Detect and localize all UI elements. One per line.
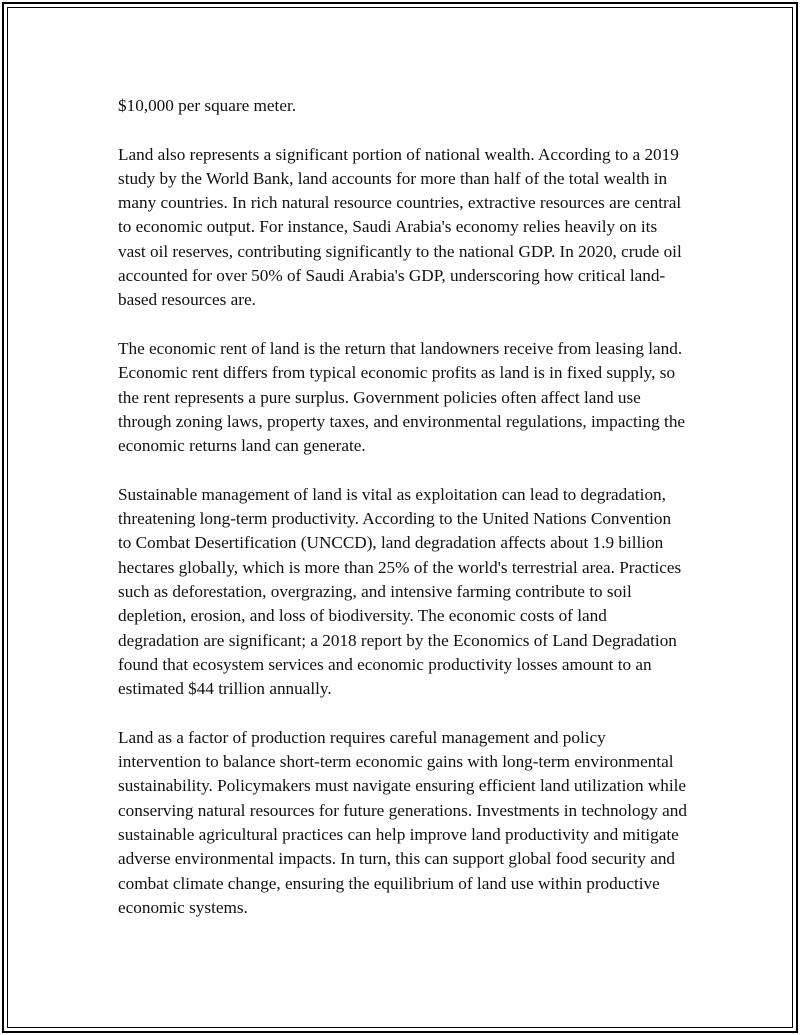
document-body: [118, 94, 688, 944]
paragraph-sustainable-management: Sustainable management of land is vital as exploitation can lead to degradation, threatening long-term productivity. According to the United Nations Convention to Combat Desertification (UNCCD), land degradation affects about 1.9 billion hectares globally, which is more than 25% of the world's terrestrial area. Practices such as deforestation, overgrazing, and intensive farming contribute to soil depletion, erosion, and loss of biodiversity. The economic costs of land degradation are significant; a 2018 report by the Economics of Land Degradation found that ecosystem services and economic productivity losses amount to an estimated $44 trillion annually.: [118, 484, 682, 699]
paragraph-economic-rent: The economic rent of land is the return that landowners receive from leasing land. Economic rent differs from typical economic profits as land is in fixed supply, so the rent represents a pure surplus. Government policies often affect land use through zoning laws, property taxes, and environmental regulations, impacting the economic returns land can generate.: [118, 338, 686, 456]
paragraph-national-wealth: Land also represents a significant portion of national wealth. According to a 2019 study by the World Bank, land accounts for more than half of the total wealth in many countries. In rich natural resource countries, extractive resources are central to economic output. For instance, Saudi Arabia's economy relies heavily on its vast oil reserves, contributing significantly to the national GDP. In 2020, crude oil accounted for over 50% of Saudi Arabia's GDP, underscoring how critical land-based resources are.: [118, 144, 682, 310]
paragraph-policy-conclusion: Land as a factor of production requires careful management and policy intervention to balance short-term economic gains with long-term environmental sustainability. Policymakers must navigate ensuring efficient land utilization while conserving natural resources for future generations. Investments in technology and sustainable agricultural practices can help improve land productivity and mitigate adverse environmental impacts. In turn, this can support global food security and combat climate change, ensuring the equilibrium of land use within productive economic systems.: [118, 727, 687, 917]
paragraph-continuation: $10,000 per square meter.: [118, 96, 297, 115]
